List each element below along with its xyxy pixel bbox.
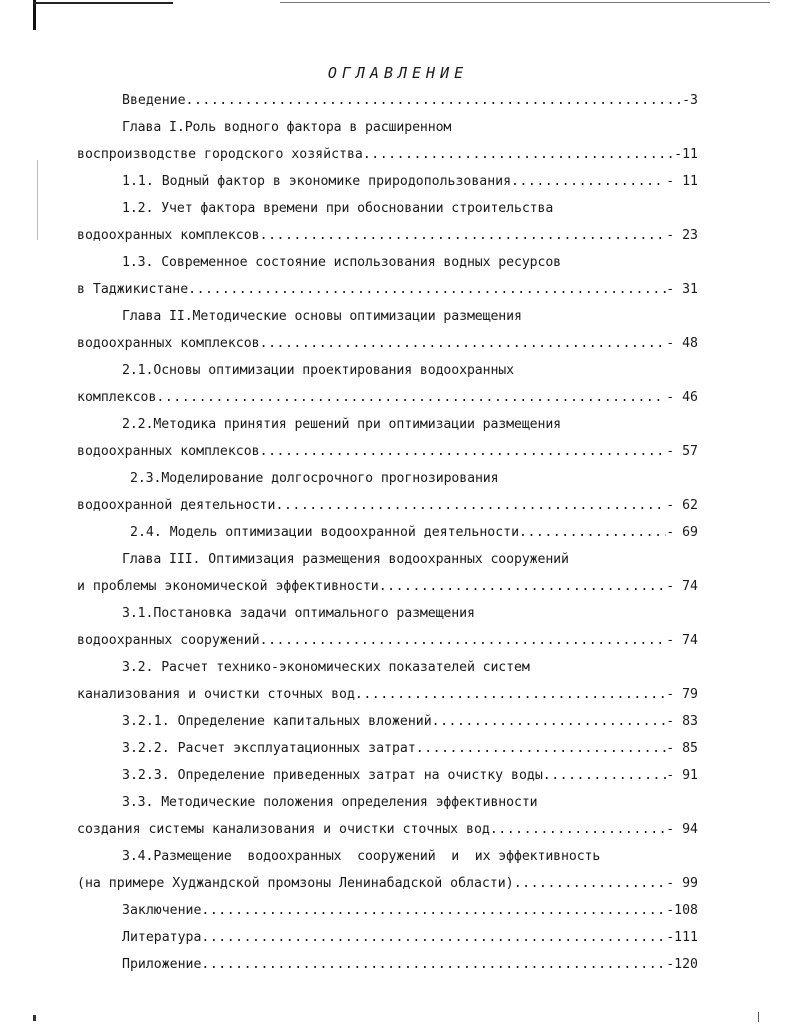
toc-entry-title: 2.2.Методика принятия решений при оптимизации размещения [122,417,562,432]
toc-entry [122,929,698,947]
toc-entry-title: 1.3. Современное состояние использования водных ресурсов [122,255,562,270]
toc-entry-title-cont: водоохранных комплексов [77,444,260,459]
toc-entry-title: Литература [122,930,202,945]
toc-entry [77,146,698,164]
toc-page-number: - 83 [666,714,698,729]
toc-entry-title: 3.2. Расчет технико-экономических показателей систем [122,660,530,675]
toc-entry [77,686,698,704]
toc-page-number: -3 [682,93,698,108]
toc-entry-title-cont: создания системы канализования и очистки сточных вод [77,822,490,837]
toc-entry-title-cont: водоохранных комплексов [77,228,260,243]
toc-page-number: -120 [666,957,698,972]
toc-entry [122,956,698,974]
toc-page-number: - 85 [666,741,698,756]
toc-page-number: - 11 [666,174,698,189]
toc-entry [77,821,698,839]
toc-leader [363,146,674,164]
toc-entry-title: Введение [122,93,186,108]
toc-leader [416,740,666,758]
toc-page-number: - 74 [666,579,698,594]
toc-leader [432,713,667,731]
toc-page-number: - 31 [666,282,698,297]
toc-leader [260,227,667,245]
toc-leader [201,929,666,947]
toc-entry-title: 3.2.2. Расчет эксплуатационных затрат [122,741,416,756]
toc-entry [77,875,698,893]
toc-entry-title: Приложение [122,957,202,972]
toc-leader [260,632,667,650]
toc-entry-title-cont: воспроизводстве городского хозяйства [77,147,363,162]
toc-leader [201,902,666,920]
toc-page-number: - 48 [666,336,698,351]
toc-leader [260,335,667,353]
toc-entry-title: Глава I.Роль водного фактора в расширенном [122,120,452,135]
toc-leader [355,686,666,704]
toc-entry [122,767,698,785]
toc-entry-title-cont: канализования и очистки сточных вод [77,687,355,702]
toc-page-number: - 74 [666,633,698,648]
toc-entry-title-cont: в Таджикистане [77,282,189,297]
scan-edge [33,0,36,30]
toc-entry-title: 1.1. Водный фактор в экономике природопользования [122,174,512,189]
toc-entry-title: Заключение [122,903,202,918]
toc-entry [130,524,698,542]
toc-entry [77,227,698,245]
toc-entry-title: Глава III. Оптимизация размещения водоохранных сооружений [122,552,569,567]
page-title: ОГЛАВЛЕНИЕ [327,64,469,82]
toc-entry-title: 1.2. Учет фактора времени при обосновании строительства [122,201,554,216]
toc-entry-title: 2.4. Модель оптимизации водоохранной деятельности [130,525,520,540]
scan-edge [33,2,173,4]
toc-page-number: - 99 [666,876,698,891]
toc-page-number: - 23 [666,228,698,243]
toc-leader [260,443,667,461]
toc-page-number: - 69 [666,525,698,540]
toc-entry-title-cont: водоохранных сооружений [77,633,260,648]
toc-entry [77,335,698,353]
toc-page-number: - 91 [666,768,698,783]
toc-page-number: -11 [674,147,698,162]
toc-entry [122,740,698,758]
toc-entry-title: 2.3.Моделирование долгосрочного прогнозирования [130,471,499,486]
toc-entry-title: 3.2.3. Определение приведенных затрат на очистку воды [122,768,543,783]
toc-leader [186,92,683,110]
toc-leader [490,821,666,839]
toc-entry [77,497,698,515]
scan-artifact [33,1015,36,1021]
toc-entry-title: 3.4.Размещение водоохранных сооружений и их эффективность [122,849,601,864]
toc-leader [514,875,667,893]
scan-edge [280,2,770,3]
toc-page-number: - 57 [666,444,698,459]
toc-entry [122,902,698,920]
toc-entry-title: 2.1.Основы оптимизации проектирования водоохранных [122,363,514,378]
toc-entry [122,173,698,191]
toc-entry [77,578,698,596]
toc-leader [201,956,666,974]
toc-page-number: - 79 [666,687,698,702]
toc-entry [77,632,698,650]
toc-entry-title: 3.3. Методические положения определения эффективности [122,795,538,810]
toc-entry-title-cont: (на примере Худжандской промзоны Ленинабадской области) [77,876,514,891]
toc-entry [77,389,698,407]
toc-leader [379,578,667,596]
toc-page-number: - 94 [666,822,698,837]
toc-entry-title: 3.2.1. Определение капитальных вложений [122,714,432,729]
toc-entry-title-cont: водоохранной деятельности [77,498,276,513]
toc-leader [276,497,667,515]
toc-entry-title-cont: и проблемы экономической эффективности [77,579,379,594]
toc-page-number: -111 [666,930,698,945]
scan-artifact [37,160,38,240]
scan-artifact [758,1012,759,1022]
toc-entry [77,443,698,461]
toc-entry-title-cont: водоохранных комплексов [77,336,260,351]
toc-leader [511,173,666,191]
toc-page-number: - 62 [666,498,698,513]
toc-entry-title: 3.1.Постановка задачи оптимального размещения [122,606,475,621]
toc-entry [77,281,698,299]
toc-leader [519,524,666,542]
toc-leader [188,281,666,299]
toc-page-number: -108 [666,903,698,918]
toc-entry-title: Глава II.Методические основы оптимизации размещения [122,309,522,324]
toc-leader [543,767,666,785]
toc-entry [122,713,698,731]
toc-page-number: - 46 [666,390,698,405]
toc-entry [122,92,698,110]
toc-entry-title-cont: комплексов [77,390,157,405]
toc-leader [156,389,666,407]
